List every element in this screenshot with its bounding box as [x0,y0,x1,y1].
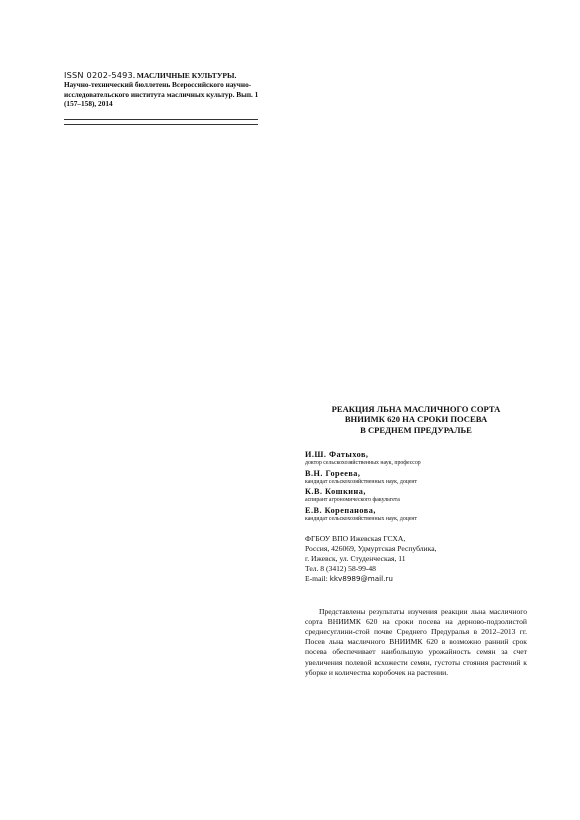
journal-header [64,71,274,109]
issn: ISSN 0202-5493 [64,70,133,80]
author-degree: кандидат сельскохозяйственных наук, доцент [305,478,418,485]
journal-title: МАСЛИЧНЫЕ КУЛЬТУРЫ. [136,71,237,80]
author-degree: аспирант агрономического факультета [305,497,400,504]
affiliation [305,534,527,585]
affiliation-address: г. Ижевск, ул. Студенческая, 11 [305,554,406,563]
author-list [305,450,527,523]
affiliation-address: Россия, 426069, Удмуртская Республика, [305,543,437,553]
author: В.Н. Гореева, кандидат сельскохозяйственных наук, доцент [305,469,527,487]
title-line: ВНИИМК 620 НА СРОКИ ПОСЕВА [344,414,488,425]
author-degree: доктор сельскохозяйственных наук, профессор [305,460,421,467]
author-name: К.В. Кошкина [305,487,364,497]
article-title [305,404,527,435]
abstract: Представлены результаты изучения реакции льна масличного сорта ВНИИМК 620 на сроки посева на дерново-подзолистой среднесуглини-стой почве Среднего Предуралья в 2012–2013 гг. Посев льна масличного ВНИИМК 620 в возможно ранний срок посева обеспечивает наибольшую урожайность семян за счет увеличения полевой всхожести семян, густоты стояния растений к уборке и количества коробочек на растении. [305,606,527,677]
affiliation-org: ФГБОУ ВПО Ижевская ГСХА, [305,533,406,543]
author: Е.В. Корепанова, кандидат сельскохозяйственных наук, доцент [305,506,527,524]
affiliation-phone: Тел. 8 (3412) 58-99-48 [305,564,376,574]
author: И.Ш. Фатыхов, доктор сельскохозяйственных наук, профессор [305,450,527,468]
bulletin-info: Научно-технический бюллетень Всероссийского научно-исследовательского института масличных культур. Вып. 1 (157–158), 2014 [64,80,259,109]
email-link[interactable]: kkv8989@mail.ru [329,574,393,584]
author: К.В. Кошкина, аспирант агрономического факультета [305,487,527,505]
author-degree: кандидат сельскохозяйственных наук, доцент [305,516,418,522]
author-name: И.Ш. Фатыхов [305,450,366,460]
author-name: В.Н. Гореева [305,468,358,478]
issn-line: ISSN 0202-5493. МАСЛИЧНЫЕ КУЛЬТУРЫ. [64,70,237,80]
title-line: В СРЕДНЕМ ПРЕДУРАЛЬЕ [360,424,472,435]
article-block [305,404,527,686]
email-label: E-mail: [305,574,330,584]
affiliation-email-line [305,574,527,584]
author-name: Е.В. Корепанова [305,506,374,515]
title-line: РЕАКЦИЯ ЛЬНА МАСЛИЧНОГО СОРТА [331,404,501,414]
header-rule-top [64,119,258,120]
header-rule-bottom [64,124,258,125]
